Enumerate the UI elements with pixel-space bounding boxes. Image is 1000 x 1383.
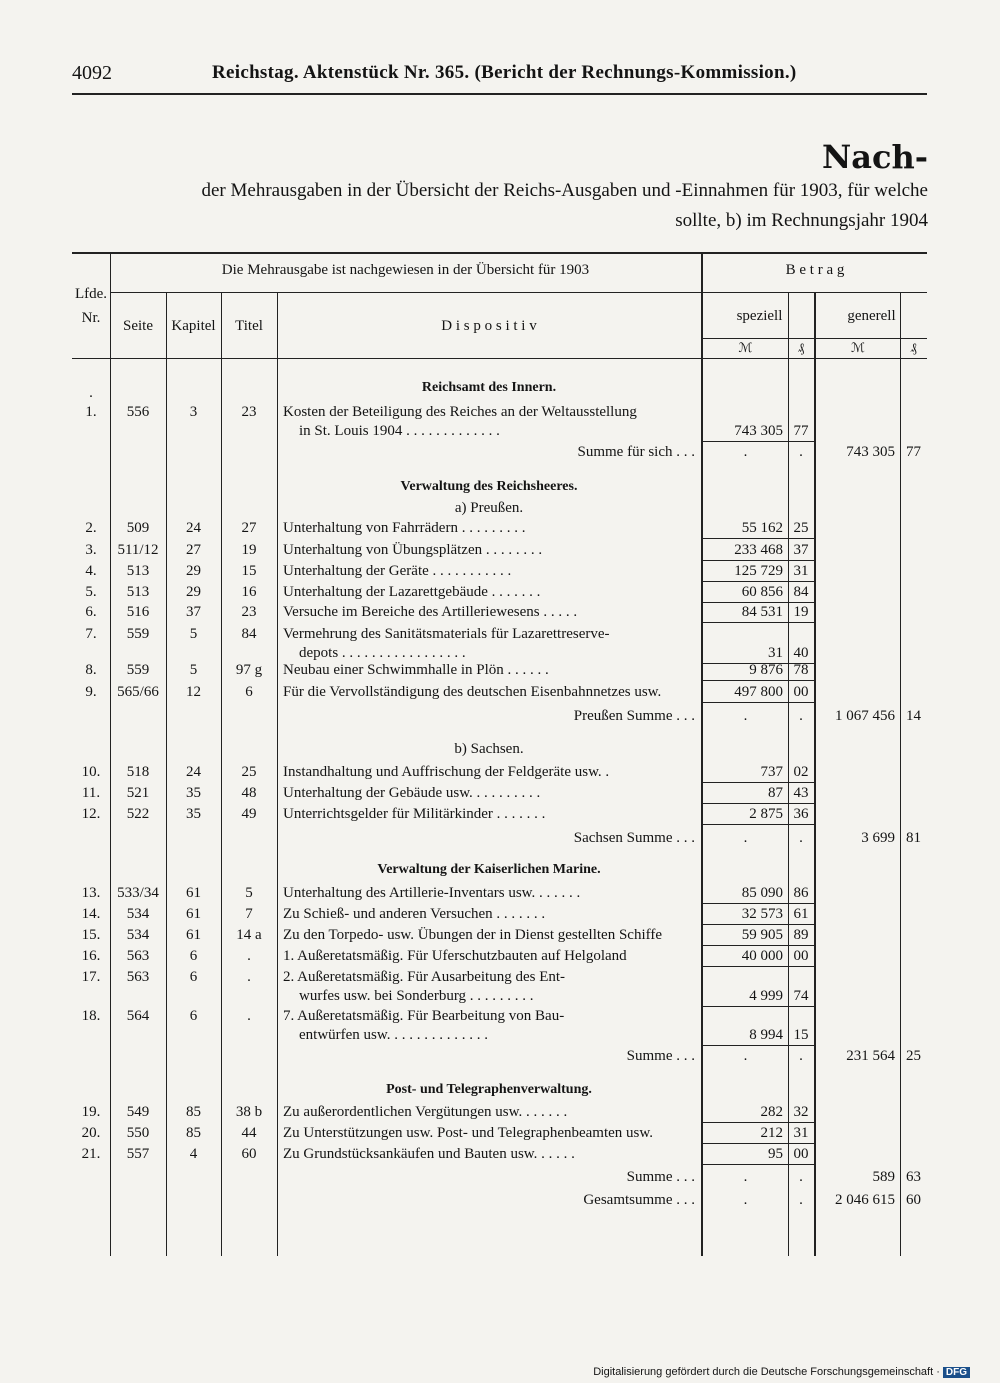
cell-seite: 534 [126, 927, 150, 943]
header-rule [72, 93, 927, 95]
sum-generell-mark: 1 067 456 [835, 708, 895, 724]
sum-speziell-pf: . [799, 830, 803, 846]
title-line-3: sollte, b) im Rechnungsjahr 1904 [675, 210, 928, 231]
header-mark-generell: ℳ [851, 340, 865, 355]
amount-underline [703, 560, 816, 561]
sum-generell-pf: 77 [906, 444, 921, 460]
cell-seite: 516 [126, 604, 150, 620]
amount-speziell-mark: 55 162 [741, 520, 783, 536]
table-top-rule [72, 252, 927, 254]
cell-dispositiv: Zu Unterstützungen usw. Post- und Telegraphenbeamten usw. [283, 1125, 653, 1141]
cell-kapitel: 3 [189, 404, 198, 420]
sum-speziell-pf: . [799, 444, 803, 460]
sum-speziell-mark: . [743, 830, 748, 846]
row-number: 3. [85, 542, 97, 558]
amount-speziell-pf: 78 [793, 662, 809, 678]
row-number: 19. [81, 1104, 101, 1120]
cell-kapitel: 35 [186, 806, 201, 822]
amount-speziell-mark: 282 [760, 1104, 783, 1120]
cell-kapitel: 61 [186, 906, 201, 922]
sum-label: Sachsen Summe . . . [573, 830, 695, 846]
header-pf-generell: ₰ [910, 340, 917, 355]
amount-speziell-mark: 2 875 [749, 806, 783, 822]
cell-seite: 564 [126, 1008, 150, 1024]
row-number: 15. [81, 927, 101, 943]
sum-generell-pf: 25 [906, 1048, 921, 1064]
amount-speziell-pf: 36 [793, 806, 809, 822]
amount-speziell-mark: 32 573 [741, 906, 783, 922]
row-number: 7. [85, 626, 97, 642]
amount-speziell-mark: 9 876 [749, 662, 783, 678]
header-mark-speziell: ℳ [738, 340, 753, 355]
row-number: 20. [81, 1125, 101, 1141]
cell-seite: 557 [126, 1146, 150, 1162]
amount-underline [703, 441, 816, 442]
cell-seite: 563 [126, 948, 150, 964]
header-speziell: speziell [736, 308, 783, 324]
section-heading: Post- und Telegraphenverwaltung. [386, 1082, 592, 1097]
cell-titel: 27 [241, 520, 257, 536]
amount-underline [703, 702, 816, 703]
cell-titel: 48 [241, 785, 257, 801]
amount-speziell-pf: 32 [793, 1104, 809, 1120]
sum-generell-pf: 63 [906, 1169, 921, 1185]
cell-kapitel: 35 [186, 785, 201, 801]
cell-dispositiv: 7. Außeretatsmäßig. Für Bearbeitung von Bau- [283, 1008, 565, 1024]
cell-dispositiv-cont: wurfes usw. bei Sonderburg . . . . . . . . . [299, 988, 534, 1004]
amount-speziell-pf: 19 [793, 604, 809, 620]
amount-underline [703, 1122, 816, 1123]
header-dispositiv: D i s p o s i t i v [441, 318, 537, 334]
cell-dispositiv: Vermehrung des Sanitätsmaterials für Lazarettreserve- [283, 626, 610, 642]
cell-titel: 16 [241, 584, 257, 600]
footer-credit [593, 1366, 970, 1378]
cell-dispositiv: Unterhaltung der Gebäude usw. . . . . . . . . . [283, 785, 541, 801]
row-number: 21. [81, 1146, 101, 1162]
cell-dispositiv: Unterhaltung des Artillerie-Inventars usw. . . . . . . [283, 885, 581, 901]
cell-kapitel: 5 [189, 626, 198, 642]
sum-speziell-pf: . [799, 1192, 803, 1208]
sum-generell-pf: 14 [906, 708, 921, 724]
amount-speziell-mark: 743 305 [734, 423, 783, 439]
cell-titel: 23 [241, 604, 257, 620]
cell-kapitel: 6 [189, 969, 198, 985]
cell-kapitel: 6 [189, 1008, 198, 1024]
sum-speziell-pf: . [799, 708, 803, 724]
amount-speziell-mark: 212 [760, 1125, 783, 1141]
cell-dispositiv: Unterhaltung der Lazarettgebäude . . . . . . . [283, 584, 541, 600]
sum-speziell-pf: . [799, 1169, 803, 1185]
amount-speziell-mark: 497 800 [734, 684, 783, 700]
sum-label: Summe . . . [626, 1048, 695, 1064]
amount-speziell-pf: 74 [793, 988, 809, 1004]
cell-titel: 38 b [235, 1104, 263, 1120]
sum-generell-mark: 743 305 [846, 444, 895, 460]
col-rule-sp [814, 292, 816, 1256]
cell-kapitel: 29 [186, 563, 201, 579]
amount-speziell-mark: 40 000 [741, 948, 783, 964]
row-number: 12. [81, 806, 101, 822]
amount-underline [703, 1164, 816, 1165]
row-number: 14. [81, 906, 101, 922]
cell-seite: 521 [126, 785, 150, 801]
amount-underline [703, 782, 816, 783]
cell-dispositiv: Neubau einer Schwimmhalle in Plön . . . . . . [283, 662, 549, 678]
cell-seite: 559 [126, 626, 150, 642]
cell-titel: 60 [241, 1146, 257, 1162]
header-seite: Seite [123, 318, 153, 334]
amount-speziell-pf: 37 [793, 542, 809, 558]
cell-dispositiv: Unterrichtsgelder für Militärkinder . . . . . . . [283, 806, 546, 822]
amount-underline [703, 1006, 816, 1007]
cell-kapitel: 6 [189, 948, 198, 964]
amount-speziell-pf: 15 [793, 1027, 809, 1043]
cell-seite: 509 [126, 520, 150, 536]
cell-titel: 15 [241, 563, 257, 579]
row-number: 11. [81, 785, 101, 801]
row-number: 9. [85, 684, 97, 700]
cell-dispositiv-cont: in St. Louis 1904 . . . . . . . . . . . . . [299, 423, 500, 439]
amount-speziell-mark: 95 [768, 1146, 783, 1162]
amount-speziell-mark: 233 468 [734, 542, 783, 558]
sum-generell-mark: 2 046 615 [835, 1192, 895, 1208]
amount-speziell-mark: 125 729 [734, 563, 783, 579]
cell-kapitel: 5 [189, 662, 198, 678]
cell-kapitel: 24 [186, 520, 201, 536]
cell-titel: 5 [245, 885, 253, 901]
row-number: 16. [81, 948, 101, 964]
sum-generell-mark: 3 699 [861, 830, 895, 846]
cell-seite: 534 [126, 906, 150, 922]
amount-underline [703, 824, 816, 825]
sum-generell-mark: 231 564 [846, 1048, 895, 1064]
subsection-heading: b) Sachsen. [454, 741, 524, 757]
amount-speziell-pf: 00 [793, 684, 809, 700]
cell-seite: 511/12 [117, 542, 159, 558]
amount-underline [703, 966, 816, 967]
amount-speziell-pf: 00 [793, 948, 809, 964]
cell-titel: 49 [241, 806, 257, 822]
cell-dispositiv-cont: depots . . . . . . . . . . . . . . . . . [299, 645, 466, 661]
row-number: 4. [85, 563, 97, 579]
sum-speziell-pf: . [799, 1048, 803, 1064]
cell-titel: 23 [241, 404, 257, 420]
cell-dispositiv: 1. Außeretatsmäßig. Für Uferschutzbauten auf Helgoland [283, 948, 627, 964]
cell-kapitel: 24 [186, 764, 201, 780]
row-number: 8. [85, 662, 97, 678]
cell-dispositiv: Unterhaltung von Fahrrädern . . . . . . . . . [283, 520, 526, 536]
amount-speziell-mark: 59 905 [741, 927, 783, 943]
cell-titel: 7 [245, 906, 253, 922]
row-number: 18. [81, 1008, 101, 1024]
cell-dispositiv: Kosten der Beteiligung des Reiches an der Weltausstellung [283, 404, 637, 420]
sum-speziell-mark: . [743, 1192, 748, 1208]
amount-speziell-pf: 25 [793, 520, 809, 536]
cell-dispositiv: Unterhaltung von Übungsplätzen . . . . . . . . [283, 542, 543, 558]
header-kapitel: Kapitel [171, 318, 216, 334]
amount-speziell-pf: 31 [793, 1125, 809, 1141]
sum-label: Preußen Summe . . . [573, 708, 695, 724]
amount-speziell-mark: 737 [760, 764, 783, 780]
sum-generell-pf: 81 [906, 830, 921, 846]
sum-label: Summe für sich . . . [577, 444, 695, 460]
row-number: 10. [81, 764, 101, 780]
cell-seite: 513 [126, 584, 150, 600]
sum-speziell-mark: . [743, 1169, 748, 1185]
cell-titel: 6 [245, 684, 253, 700]
dfg-logo: DFG [943, 1367, 970, 1378]
cell-seite: 559 [126, 662, 150, 678]
sum-speziell-mark: . [743, 444, 748, 460]
cell-seite: 522 [126, 806, 150, 822]
cell-titel: 14 a [236, 927, 262, 943]
header-pf-speziell: ₰ [797, 340, 805, 355]
cell-seite: 563 [126, 969, 150, 985]
cell-titel: 19 [241, 542, 257, 558]
cell-dispositiv: Zu Grundstücksankäufen und Bauten usw. . . . . . [283, 1146, 575, 1162]
amount-speziell-pf: 77 [793, 423, 809, 439]
cell-kapitel: 12 [186, 684, 201, 700]
row-number: 2. [85, 520, 97, 536]
amount-underline [703, 538, 816, 539]
row-number: 17. [81, 969, 101, 985]
subsection-heading: a) Preußen. [454, 500, 524, 516]
amount-underline [703, 903, 816, 904]
cell-kapitel: 27 [186, 542, 201, 558]
cell-titel: . [247, 1008, 251, 1024]
cell-seite: 549 [126, 1104, 150, 1120]
cell-titel: . [247, 948, 251, 964]
amount-underline [703, 1143, 816, 1144]
amount-speziell-pf: 40 [793, 645, 809, 661]
header-nr: Nr. [81, 310, 101, 326]
amount-speziell-mark: 60 856 [741, 584, 783, 600]
amount-speziell-mark: 8 994 [749, 1027, 783, 1043]
amount-speziell-mark: 87 [768, 785, 783, 801]
header-generell: generell [847, 308, 896, 324]
cell-titel: 25 [241, 764, 257, 780]
cell-dispositiv: Zu Schieß- und anderen Versuchen . . . . . . . [283, 906, 546, 922]
col-rule-gm [900, 292, 901, 1256]
cell-titel: 84 [241, 626, 257, 642]
sum-speziell-mark: . [743, 1048, 748, 1064]
amount-speziell-pf: 31 [793, 563, 809, 579]
sum-generell-pf: 60 [906, 1192, 921, 1208]
amount-speziell-pf: 02 [793, 764, 809, 780]
cell-dispositiv: Versuche im Bereiche des Artilleriewesens . . . . . [283, 604, 578, 620]
sum-speziell-mark: . [743, 708, 748, 724]
running-title: Reichstag. Aktenstück Nr. 365. (Bericht der Rechnungs-Kommission.) [212, 62, 797, 83]
sum-generell-mark: 589 [872, 1169, 895, 1185]
amount-underline [703, 1045, 816, 1046]
section-heading: Reichsamt des Innern. [421, 380, 557, 395]
cell-kapitel: 85 [186, 1125, 201, 1141]
cell-kapitel: 37 [186, 604, 201, 620]
row-number: 6. [85, 604, 97, 620]
amount-speziell-pf: 84 [793, 584, 809, 600]
amount-speziell-mark: 84 531 [741, 604, 783, 620]
sum-label: Gesamtsumme . . . [583, 1192, 695, 1208]
row-number: 1. [85, 404, 97, 420]
running-header [72, 62, 927, 92]
header-lfde: Lfde. [74, 286, 108, 302]
footer-text: Digitalisierung gefördert durch die Deutsche Forschungsgemeinschaft · [593, 1366, 940, 1378]
header-bottom-rule [72, 358, 927, 359]
amount-speziell-mark: 31 [768, 645, 783, 661]
amount-underline [703, 924, 816, 925]
amount-speziell-pf: 89 [793, 927, 809, 943]
header-titel: Titel [235, 318, 263, 334]
title-line-2: der Mehrausgaben in der Übersicht der Reichs-Ausgaben und -Einnahmen für 1903, für welche [201, 180, 928, 201]
cell-dispositiv: Zu den Torpedo- usw. Übungen der in Dienst gestellten Schiffe [283, 927, 663, 943]
cell-dispositiv-cont: entwürfen usw. . . . . . . . . . . . . . [299, 1027, 489, 1043]
row-number: 5. [85, 584, 97, 600]
row-marker: . [89, 385, 93, 401]
amount-underline [703, 622, 816, 623]
cell-kapitel: 85 [186, 1104, 201, 1120]
header-rule-1 [110, 292, 927, 293]
cell-seite: 565/66 [117, 684, 159, 700]
cell-kapitel: 4 [189, 1146, 198, 1162]
sum-label: Summe . . . [626, 1169, 695, 1185]
amount-speziell-mark: 4 999 [749, 988, 783, 1004]
col-rule-titel [277, 292, 278, 1256]
amount-underline [703, 945, 816, 946]
page-number: 4092 [72, 62, 112, 84]
row-number: 13. [81, 885, 101, 901]
cell-titel: . [247, 969, 251, 985]
header-betrag: B e t r a g [785, 262, 845, 278]
cell-seite: 513 [126, 563, 150, 579]
cell-kapitel: 61 [186, 927, 201, 943]
amount-speziell-pf: 86 [793, 885, 809, 901]
cell-dispositiv: 2. Außeretatsmäßig. Für Ausarbeitung des Ent- [283, 969, 566, 985]
cell-seite: 550 [126, 1125, 150, 1141]
title-line-1: Nach- [821, 138, 928, 176]
cell-seite: 533/34 [117, 885, 159, 901]
cell-dispositiv: Zu außerordentlichen Vergütungen usw. . . . . . . [283, 1104, 568, 1120]
amount-speziell-pf: 61 [793, 906, 809, 922]
section-heading: Verwaltung der Kaiserlichen Marine. [377, 862, 601, 877]
cell-dispositiv: Unterhaltung der Geräte . . . . . . . . . . . [283, 563, 512, 579]
amount-speziell-mark: 85 090 [741, 885, 783, 901]
section-heading: Verwaltung des Reichsheeres. [400, 479, 578, 494]
header-group: Die Mehrausgabe ist nachgewiesen in der Übersicht für 1903 [221, 262, 590, 278]
amount-underline [703, 581, 816, 582]
cell-kapitel: 61 [186, 885, 201, 901]
cell-kapitel: 29 [186, 584, 201, 600]
cell-titel: 44 [241, 1125, 257, 1141]
cell-titel: 97 g [235, 662, 263, 678]
amount-underline [703, 803, 816, 804]
amount-speziell-pf: 43 [793, 785, 809, 801]
amount-speziell-pf: 00 [793, 1146, 809, 1162]
cell-seite: 556 [126, 404, 150, 420]
cell-dispositiv: Instandhaltung und Auffrischung der Feldgeräte usw. . [283, 764, 610, 780]
cell-seite: 518 [126, 764, 150, 780]
amount-underline [703, 680, 816, 681]
cell-dispositiv: Für die Vervollständigung des deutschen Eisenbahnnetzes usw. [283, 684, 662, 700]
